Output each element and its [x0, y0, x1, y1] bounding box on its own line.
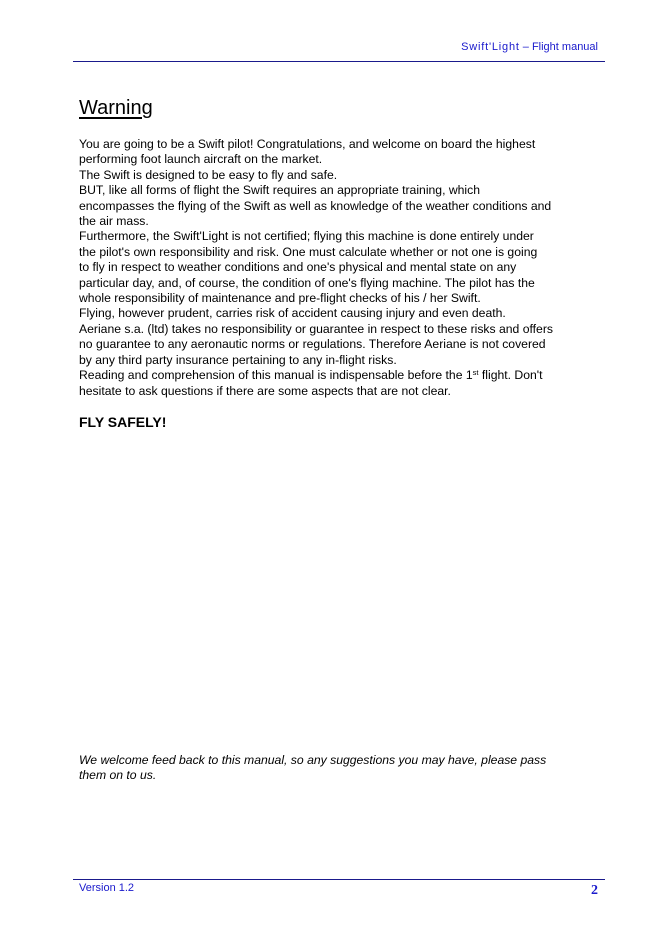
body-line: to fly in respect to weather conditions and one's physical and mental state on any	[79, 260, 517, 275]
header-separator: –	[519, 41, 532, 53]
ordinal-superscript: st	[472, 368, 479, 378]
body-line: The Swift is designed to be easy to fly and safe.	[79, 167, 338, 182]
body-line: Aeriane s.a. (ltd) takes no responsibility or guarantee in respect to these risks and offers	[79, 321, 553, 336]
body-line: the pilot's own responsibility and risk. One must calculate whether or not one is going	[79, 244, 538, 259]
page-number: 2	[591, 883, 598, 898]
header-brand: Swift'Light	[461, 41, 520, 53]
body-line: encompasses the flying of the Swift as well as knowledge of the weather conditions and	[79, 198, 552, 213]
section-heading: Warning	[79, 97, 153, 119]
header-title	[461, 41, 598, 53]
warning-body	[79, 137, 609, 399]
body-line: hesitate to ask questions if there are some aspects that are not clear.	[79, 383, 451, 398]
reading-line	[79, 368, 609, 383]
version-label: Version 1.2	[79, 882, 135, 894]
feedback-note	[79, 753, 609, 784]
body-line: performing foot launch aircraft on the market.	[79, 152, 323, 167]
feedback-line: We welcome feed back to this manual, so any suggestions you may have, please pass	[79, 753, 547, 767]
body-line: whole responsibility of maintenance and pre-flight checks of his / her Swift.	[79, 291, 481, 306]
body-line: BUT, like all forms of flight the Swift requires an appropriate training, which	[79, 183, 481, 198]
body-line: You are going to be a Swift pilot! Congratulations, and welcome on board the highest	[79, 137, 536, 151]
reading-line-start: Reading and comprehension of this manual is indispensable before the 1	[79, 368, 473, 383]
body-line: by any third party insurance pertaining to any in-flight risks.	[79, 352, 397, 367]
fly-safely-callout: FLY SAFELY!	[79, 414, 167, 430]
body-line: no guarantee to any aeronautic norms or regulations. Therefore Aeriane is not covered	[79, 337, 546, 352]
feedback-line: them on to us.	[79, 768, 157, 783]
page-header	[73, 0, 605, 62]
header-subtitle: Flight manual	[531, 41, 598, 53]
page-footer	[73, 879, 605, 904]
reading-line-end: flight. Don't	[478, 368, 543, 383]
body-line: particular day, and, of course, the condition of one's flying machine. The pilot has the	[79, 275, 535, 290]
body-line: the air mass.	[79, 214, 149, 229]
body-line: Furthermore, the Swift'Light is not certified; flying this machine is done entirely under	[79, 229, 534, 244]
body-line: Flying, however prudent, carries risk of accident causing injury and even death.	[79, 306, 506, 321]
